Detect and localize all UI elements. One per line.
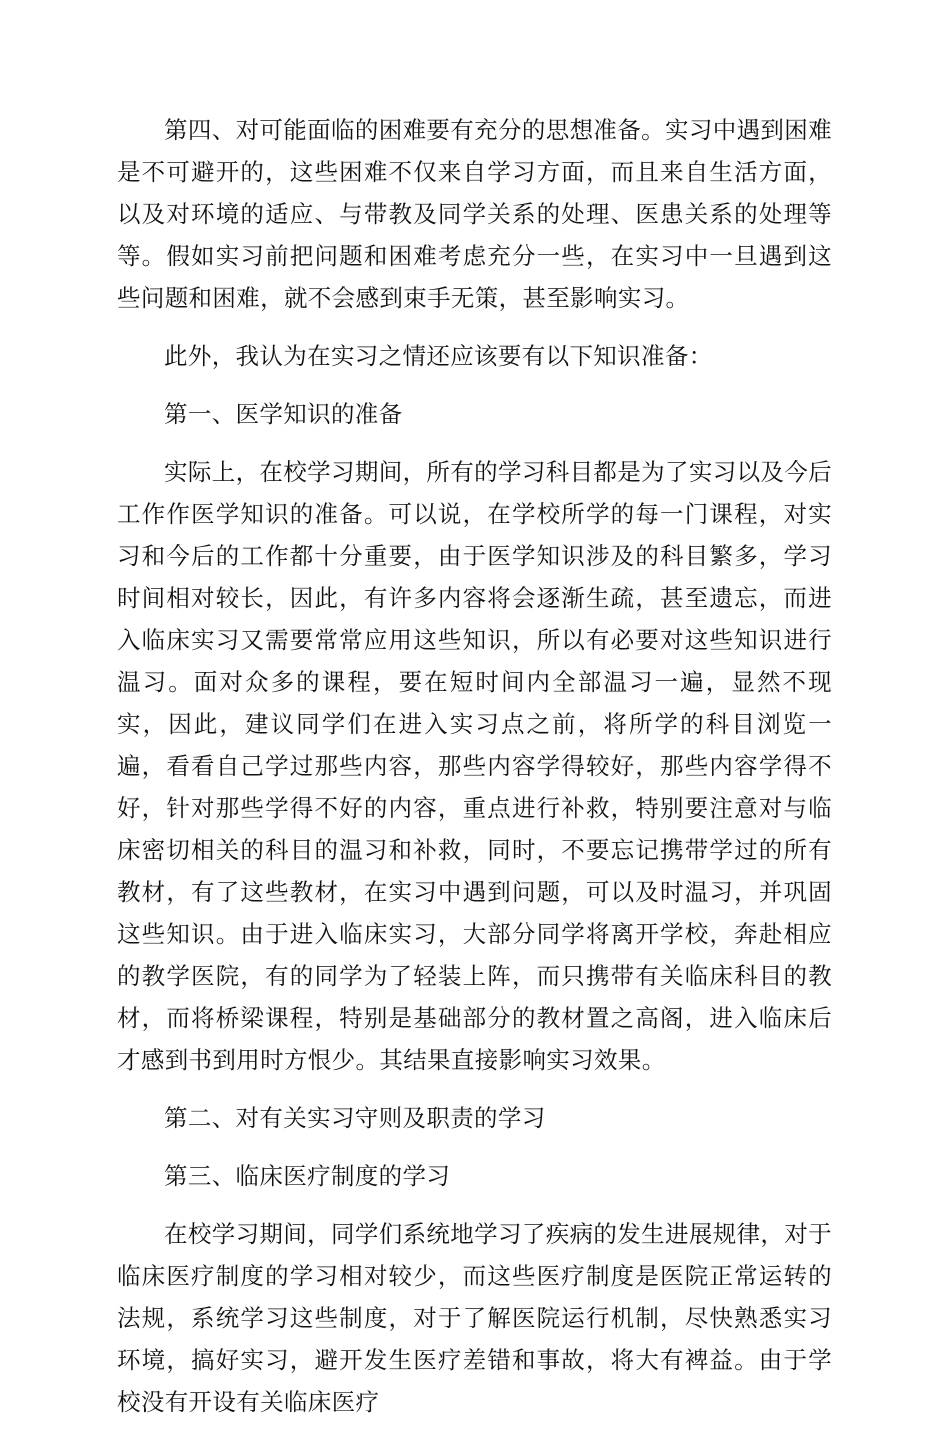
- document-body: [117, 109, 832, 1439]
- paragraph-knowledge-intro: 此外，我认为在实习之情还应该要有以下知识准备：: [164, 342, 713, 370]
- paragraph-difficulty-preparation: 第四、对可能面临的困难要有充分的思想准备。实习中遇到困难是不可避开的，这些困难不仅来自学习方面，而且来自生活方面，以及对环境的适应、与带教及同学关系的处理、医患关系的处理等等。假如实习前把问题和困难考虑充分一些，在实习中一旦遇到这些问题和困难，就不会感到束手无策，甚至影响实习。: [117, 116, 832, 312]
- heading-internship-rules: 第二、对有关实习守则及职责的学习: [164, 1104, 546, 1132]
- heading-clinical-system: 第三、临床医疗制度的学习: [164, 1162, 451, 1190]
- paragraph-clinical-system: 在校学习期间，同学们系统地学习了疾病的发生进展规律，对于临床医疗制度的学习相对较少，而这些医疗制度是医院正常运转的法规，系统学习这些制度，对于了解医院运行机制，尽快熟悉实习环境，搞好实习，避开发生医疗差错和事故，将大有裨益。由于学校没有开设有关临床医疗: [117, 1220, 832, 1416]
- heading-medical-knowledge: 第一、医学知识的准备: [164, 400, 403, 428]
- paragraph-medical-knowledge: 实际上，在校学习期间，所有的学习科目都是为了实习以及今后工作作医学知识的准备。可以说，在学校所学的每一门课程，对实习和今后的工作都十分重要，由于医学知识涉及的科目繁多，学习时间相对较长，因此，有许多内容将会逐渐生疏，甚至遗忘，而进入临床实习又需要常常应用这些知识，所以有必要对这些知识进行温习。面对众多的课程，要在短时间内全部温习一遍，显然不现实，因此，建议同学们在进入实习点之前，将所学的科目浏览一遍，看看自己学过那些内容，那些内容学得较好，那些内容学得不好，针对那些学得不好的内容，重点进行补救，特别要注意对与临床密切相关的科目的温习和补救，同时，不要忘记携带学过的所有教材，有了这些教材，在实习中遇到问题，可以及时温习，并巩固这些知识。由于进入临床实习，大部分同学将离开学校，奔赴相应的教学医院，有的同学为了轻装上阵，而只携带有关临床科目的教材，而将桥梁课程，特别是基础部分的教材置之高阁，进入临床后才感到书到用时方恨少。其结果直接影响实习效果。: [117, 458, 832, 1074]
